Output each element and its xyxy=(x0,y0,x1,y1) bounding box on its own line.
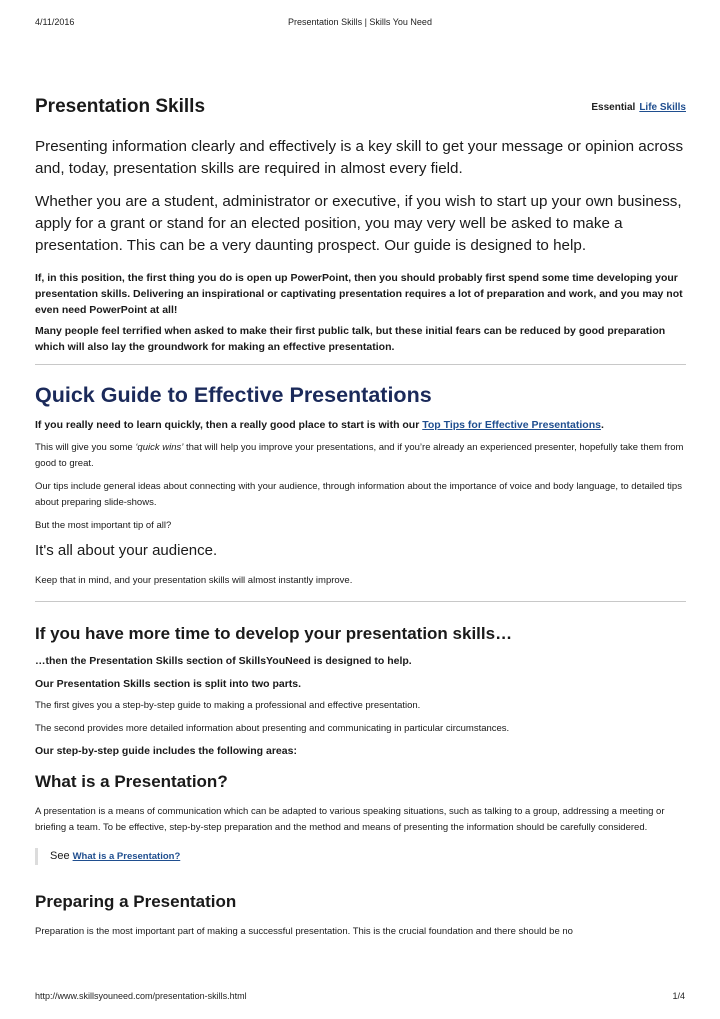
more-time-paragraph-1: The first gives you a step-by-step guide to making a professional and effective presentation. xyxy=(35,700,421,711)
print-doc-title: Presentation Skills | Skills You Need xyxy=(288,17,432,27)
what-is-presentation-link[interactable]: What is a Presentation? xyxy=(72,851,181,862)
print-date: 4/11/2016 xyxy=(35,17,75,27)
see-also-block xyxy=(35,848,686,865)
preparing-heading: Preparing a Presentation xyxy=(35,892,237,911)
quick-guide-intro-end: . xyxy=(600,419,604,431)
bold-paragraph-2: Many people feel terrified when asked to make their first public talk, but these initial fears can be reduced by good preparation which will also lay the groundwork for making an effective presentation. xyxy=(35,325,666,353)
see-label: See xyxy=(50,850,70,862)
important-tip-paragraph: But the most important tip of all? xyxy=(35,520,172,531)
more-time-paragraph-2: The second provides more detailed information about presenting and communicating in particular circumstances. xyxy=(35,723,510,734)
more-time-bold-3: Our step-by-step guide includes the following areas: xyxy=(35,745,297,757)
what-is-body: A presentation is a means of communication which can be adapted to various speaking situations, such as talking to a group, addressing a meeting or briefing a team. To be effective, step-by-step preparation and the method and means of presenting the information should be carefully considered. xyxy=(35,806,665,833)
preparing-body: Preparation is the most important part of making a successful presentation. This is the crucial foundation and there should be no xyxy=(35,926,573,937)
lead-paragraph-2: Whether you are a student, administrator or executive, if you wish to start up your own business, apply for a grant or stand for an elected position, you may very well be asked to make a presentation. This can be a very daunting prospect. Our guide is designed to help. xyxy=(35,193,682,254)
essentials-label: Essential xyxy=(591,102,636,113)
lead-paragraph-1: Presenting information clearly and effectively is a key skill to get your message or opinion across and, today, presentation skills are required in almost every field. xyxy=(35,138,684,177)
section-divider xyxy=(35,601,686,602)
top-tips-link[interactable]: Top Tips for Effective Presentations xyxy=(422,419,601,431)
quick-wins-text-1: This will give you some xyxy=(35,442,136,453)
print-url: http://www.skillsyouneed.com/presentation-skills.html xyxy=(35,991,247,1001)
audience-heading: It's all about your audience. xyxy=(35,542,218,559)
quick-guide-intro-text: If you really need to learn quickly, then a really good place to start is with our xyxy=(35,419,423,431)
quick-wins-text-2: that will help you improve your presentations, and if you’re already an experienced presenter, hopefully take them from good to great. xyxy=(35,442,684,469)
section-divider xyxy=(35,364,686,365)
article-content xyxy=(35,96,686,940)
title-row xyxy=(35,96,686,122)
essentials-breadcrumb xyxy=(591,102,686,113)
page-number: 1/4 xyxy=(672,991,685,1001)
page-title: Presentation Skills xyxy=(35,96,206,117)
more-time-bold-2: Our Presentation Skills section is split into two parts. xyxy=(35,678,302,690)
more-time-heading: If you have more time to develop your presentation skills… xyxy=(35,624,513,643)
quick-wins-paragraph xyxy=(35,440,686,472)
life-skills-link[interactable]: Life Skills xyxy=(639,102,686,113)
bold-paragraph-1: If, in this position, the first thing you do is open up PowerPoint, then you should probably first spend some time developing your presentation skills. Delivering an inspirational or captivating presentation requires a lot of preparation and work, and you may not even need PowerPoint at all! xyxy=(35,272,683,316)
tips-paragraph: Our tips include general ideas about connecting with your audience, through information about the importance of voice and body language, to detailed tips about preparing slide-shows. xyxy=(35,481,682,508)
print-footer xyxy=(35,991,685,1001)
more-time-bold-1: …then the Presentation Skills section of SkillsYouNeed is designed to help. xyxy=(35,655,412,667)
quick-guide-intro xyxy=(35,417,686,433)
keep-in-mind-paragraph: Keep that in mind, and your presentation skills will almost instantly improve. xyxy=(35,575,353,586)
quick-wins-italic: ‘quick wins’ xyxy=(135,442,184,453)
quick-guide-heading: Quick Guide to Effective Presentations xyxy=(35,383,432,407)
print-header xyxy=(35,17,685,29)
what-is-heading: What is a Presentation? xyxy=(35,772,228,791)
